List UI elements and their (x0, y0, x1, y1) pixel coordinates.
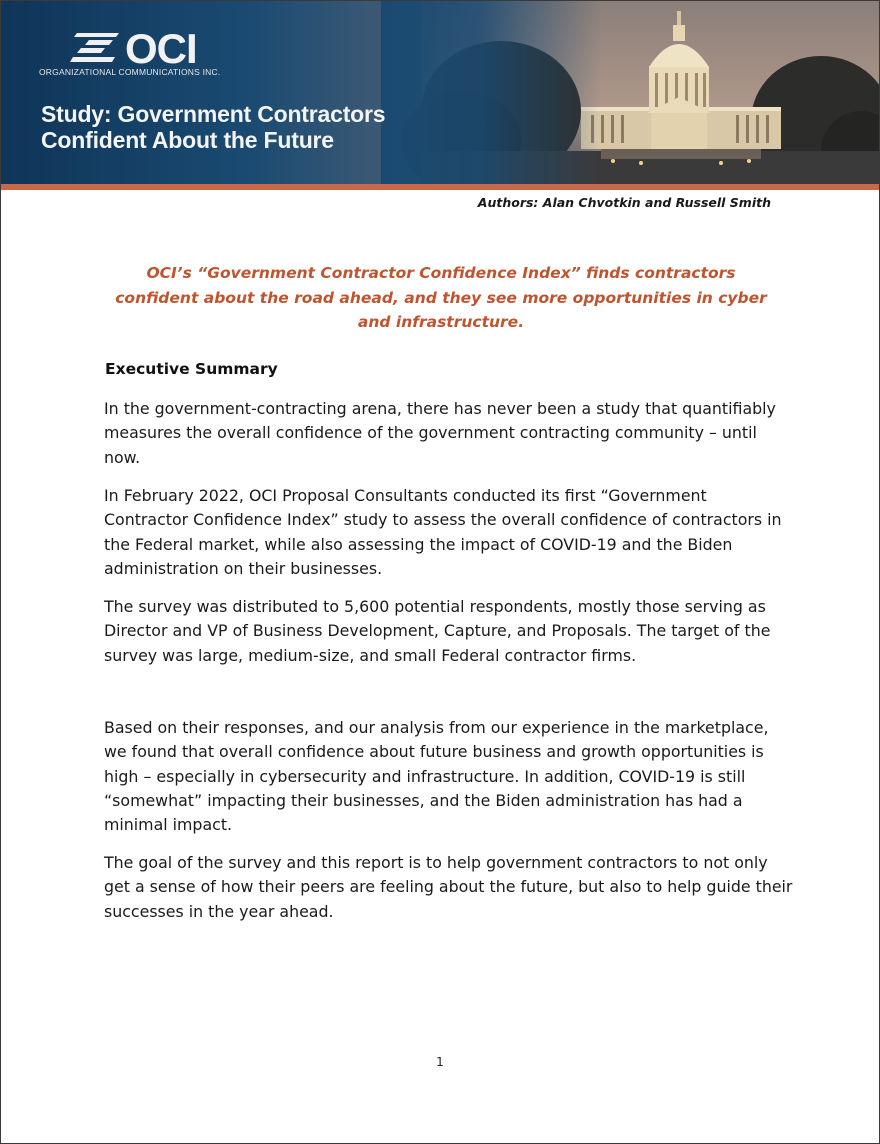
logo-subtitle: ORGANIZATIONAL COMMUNICATIONS INC. (39, 67, 221, 77)
oci-logo (39, 25, 239, 81)
paragraph: The goal of the survey and this report is to help government contractors to not only get a sense of how their peers are feeling about the future, but also to help guide their successes in the year ahead. (104, 853, 793, 921)
page-number: 1 (436, 1055, 444, 1069)
paragraph: Based on their responses, and our analysis from our experience in the marketplace, we found that overall confidence about future business and growth opportunities is high – especially in cybersecurity and infrastructure. In addition, COVID-19 is still “somewhat” impacting their businesses, and the Biden administration has had a minimal impact. (104, 718, 769, 835)
paragraph: In February 2022, OCI Proposal Consultants conducted its first “Government Contractor Confidence Index” study to assess the overall confidence of contractors in the Federal market, while also assessing the impact of COVID-19 and the Biden administration on their businesses. (104, 486, 782, 578)
oci-logo-mark-icon (69, 31, 121, 65)
section-heading: Executive Summary (105, 360, 278, 378)
paragraph: The survey was distributed to 5,600 potential respondents, mostly those serving as Director and VP of Business Development, Capture, and Proposals. The target of the survey was large, medium-size, and small Federal contractor firms. (104, 597, 771, 665)
authors-line: Authors: Alan Chvotkin and Russell Smith (477, 195, 771, 210)
paragraph: In the government-contracting arena, there has never been a study that quantifiably measures the overall confidence of the government contracting community – until now. (104, 399, 776, 467)
banner-accent-stripe (1, 184, 879, 190)
banner-title-line: Confident About the Future (41, 127, 334, 153)
banner-title (41, 101, 385, 153)
header-banner (1, 1, 879, 184)
report-subtitle: OCI’s “Government Contractor Confidence Index” finds contractors confident about the road ahead, and they see more opportunities in cyber and infrastructure. (115, 264, 767, 331)
logo-text: OCI (125, 25, 197, 72)
banner-title-line: Study: Government Contractors (41, 101, 386, 127)
